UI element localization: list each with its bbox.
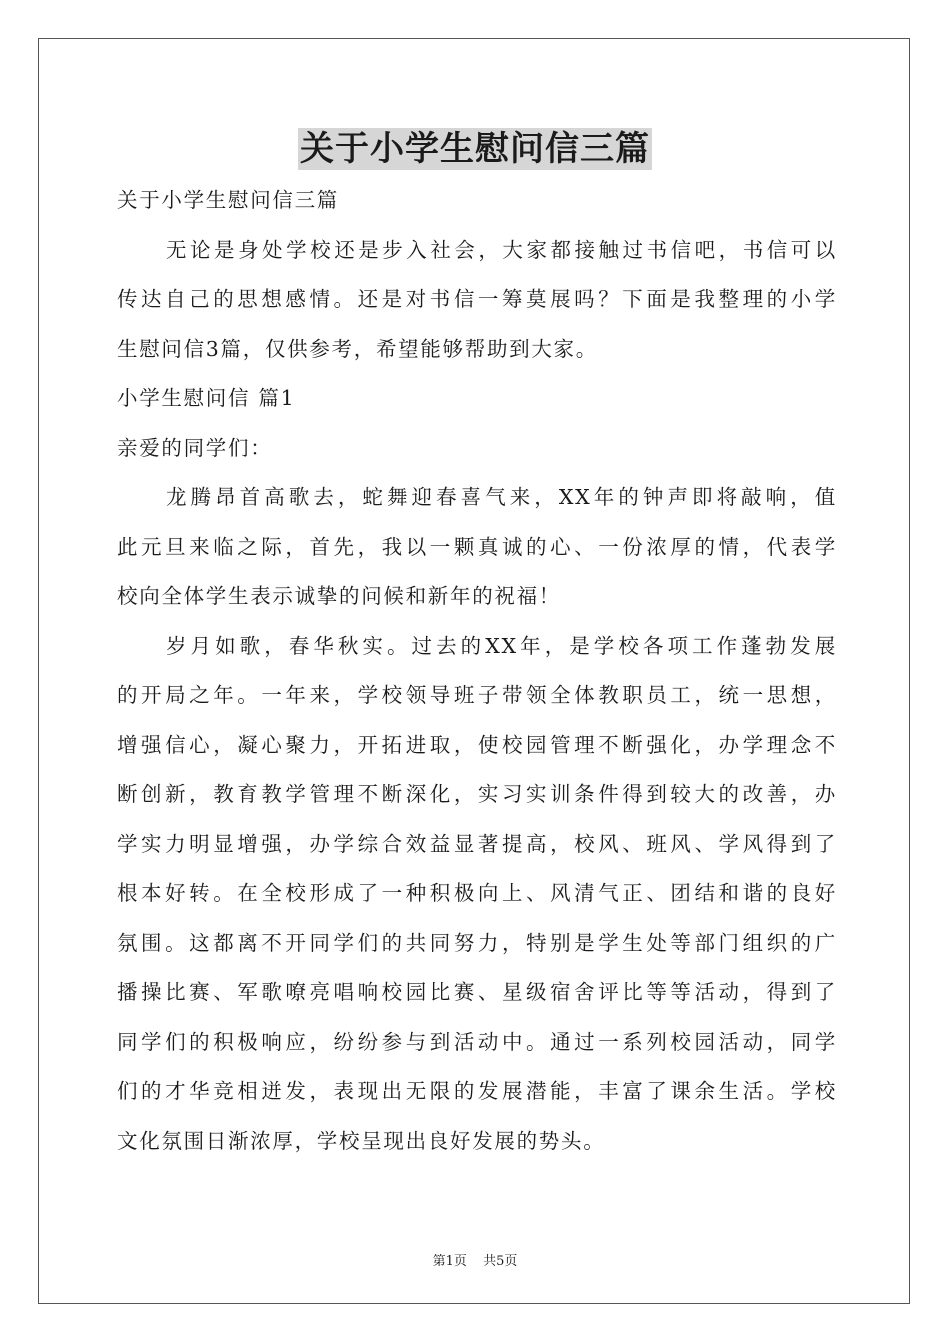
paragraph-line: 们的才华竞相迸发，表现出无限的发展潜能，丰富了课余生活。学校 — [117, 1079, 837, 1103]
page-total: 共5页 — [483, 1254, 518, 1269]
paragraph-line: 无论是身处学校还是步入社会，大家都接触过书信吧，书信可以 — [166, 237, 837, 262]
paragraph-line: 岁月如歌，春华秋实。过去的XX年，是学校各项工作蓬勃发展 — [166, 633, 837, 658]
section-heading: 小学生慰问信 篇1 — [117, 386, 296, 410]
document-title: 关于小学生慰问信三篇 — [300, 129, 650, 169]
paragraph-line: 断创新，教育教学管理不断深化，实习实训条件得到较大的改善，办 — [117, 782, 837, 806]
document-body — [117, 180, 837, 1170]
title-container — [0, 128, 950, 170]
paragraph-line: 龙腾昂首高歌去，蛇舞迎春喜气来，XX年的钟声即将敲响，值 — [166, 485, 837, 509]
paragraph-line: 传达自己的思想感情。还是对书信一筹莫展吗？下面是我整理的小学 — [117, 287, 837, 311]
salutation: 亲爱的同学们： — [117, 435, 273, 460]
paragraph-line: 文化氛围日渐浓厚，学校呈现出良好发展的势头。 — [117, 1128, 606, 1153]
paragraph-line: 同学们的积极响应，纷纷参与到活动中。通过一系列校园活动，同学 — [117, 1029, 837, 1054]
page-number: 第1页 — [432, 1254, 467, 1269]
paragraph-line: 此元旦来临之际，首先，我以一颗真诚的心、一份浓厚的情，代表学 — [117, 534, 837, 559]
paragraph-line: 学实力明显增强，办学综合效益显著提高，校风、班风、学风得到了 — [117, 831, 837, 856]
paragraph-line: 增强信心，凝心聚力，开拓进取，使校园管理不断强化，办学理念不 — [117, 732, 837, 757]
paragraph-line: 播操比赛、军歌嘹亮唱响校园比赛、星级宿舍评比等等活动，得到了 — [117, 980, 837, 1004]
paragraph-line: 氛围。这都离不开同学们的共同努力，特别是学生处等部门组织的广 — [117, 930, 837, 955]
page-footer — [0, 1250, 950, 1269]
subtitle-line: 关于小学生慰问信三篇 — [117, 188, 339, 212]
paragraph-line: 的开局之年。一年来，学校领导班子带领全体教职员工，统一思想， — [117, 683, 837, 707]
paragraph-line: 根本好转。在全校形成了一种积极向上、风清气正、团结和谐的良好 — [117, 881, 837, 905]
paragraph-line: 生慰问信3篇，仅供参考，希望能够帮助到大家。 — [117, 336, 598, 361]
paragraph-line: 校向全体学生表示诚挚的问候和新年的祝福！ — [117, 584, 561, 608]
